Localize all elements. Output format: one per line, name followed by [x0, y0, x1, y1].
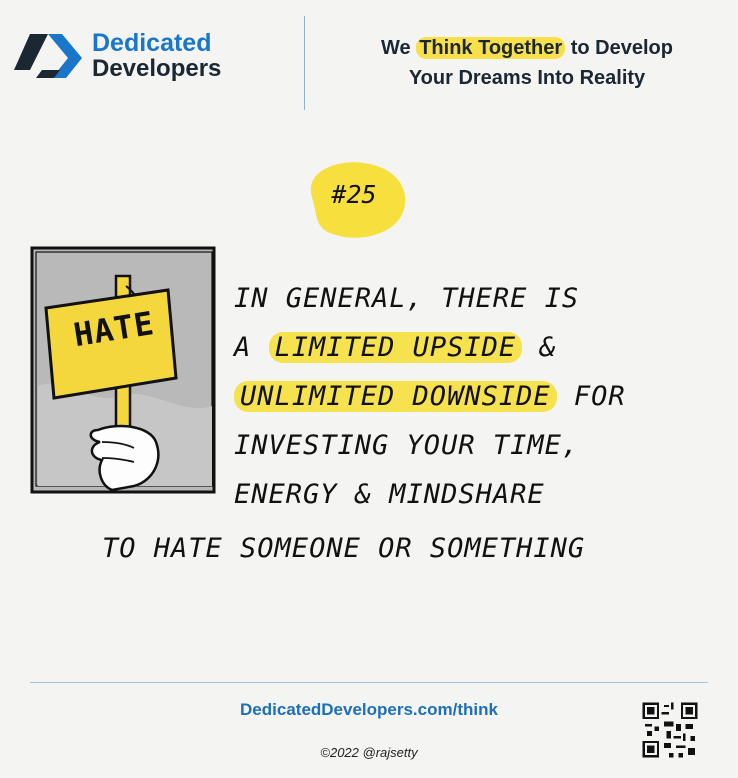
qr-code-icon: [640, 700, 700, 760]
footer-copyright: ©2022 @rajsetty: [320, 745, 418, 760]
tagline: [330, 33, 724, 93]
quote-line-2: [234, 323, 704, 372]
footer-url-link[interactable]: DedicatedDevelopers.com/think: [240, 700, 498, 719]
brand-name: [92, 30, 221, 82]
quote-line-6: TO HATE SOMEONE OR SOMETHING: [102, 533, 586, 564]
quote-line-4: INVESTING YOUR TIME,: [234, 430, 580, 461]
header-divider: [304, 16, 305, 110]
footer-divider: [30, 682, 708, 683]
brand-logo-icon: [14, 30, 82, 82]
tagline-line-2: Your Dreams Into Reality: [408, 67, 646, 89]
quote-line-3b: FOR: [573, 381, 626, 412]
tagline-post: to Develop: [565, 37, 673, 59]
quote-block: [234, 274, 704, 519]
brand-line-1: Dedicated: [92, 29, 212, 57]
quote-line-5: ENERGY & MINDSHARE: [234, 479, 545, 510]
tagline-pre: We: [381, 37, 417, 59]
brand-line-2: Developers: [92, 55, 222, 82]
quote-line-3: [234, 372, 704, 421]
quote-line-2a: A: [234, 332, 252, 363]
hate-sign-illustration: [30, 246, 218, 494]
tagline-highlight: Think Together: [416, 37, 565, 59]
tagline-line-1: [330, 33, 724, 63]
number-badge: #25: [331, 180, 377, 209]
quote-highlight-limited: LIMITED UPSIDE: [269, 332, 523, 363]
quote-line-1: IN GENERAL, THERE IS: [234, 283, 580, 314]
sign-text: HATE: [70, 303, 158, 355]
quote-highlight-unlimited: UNLIMITED DOWNSIDE: [234, 381, 557, 412]
quote-line-2c: &: [539, 332, 557, 363]
